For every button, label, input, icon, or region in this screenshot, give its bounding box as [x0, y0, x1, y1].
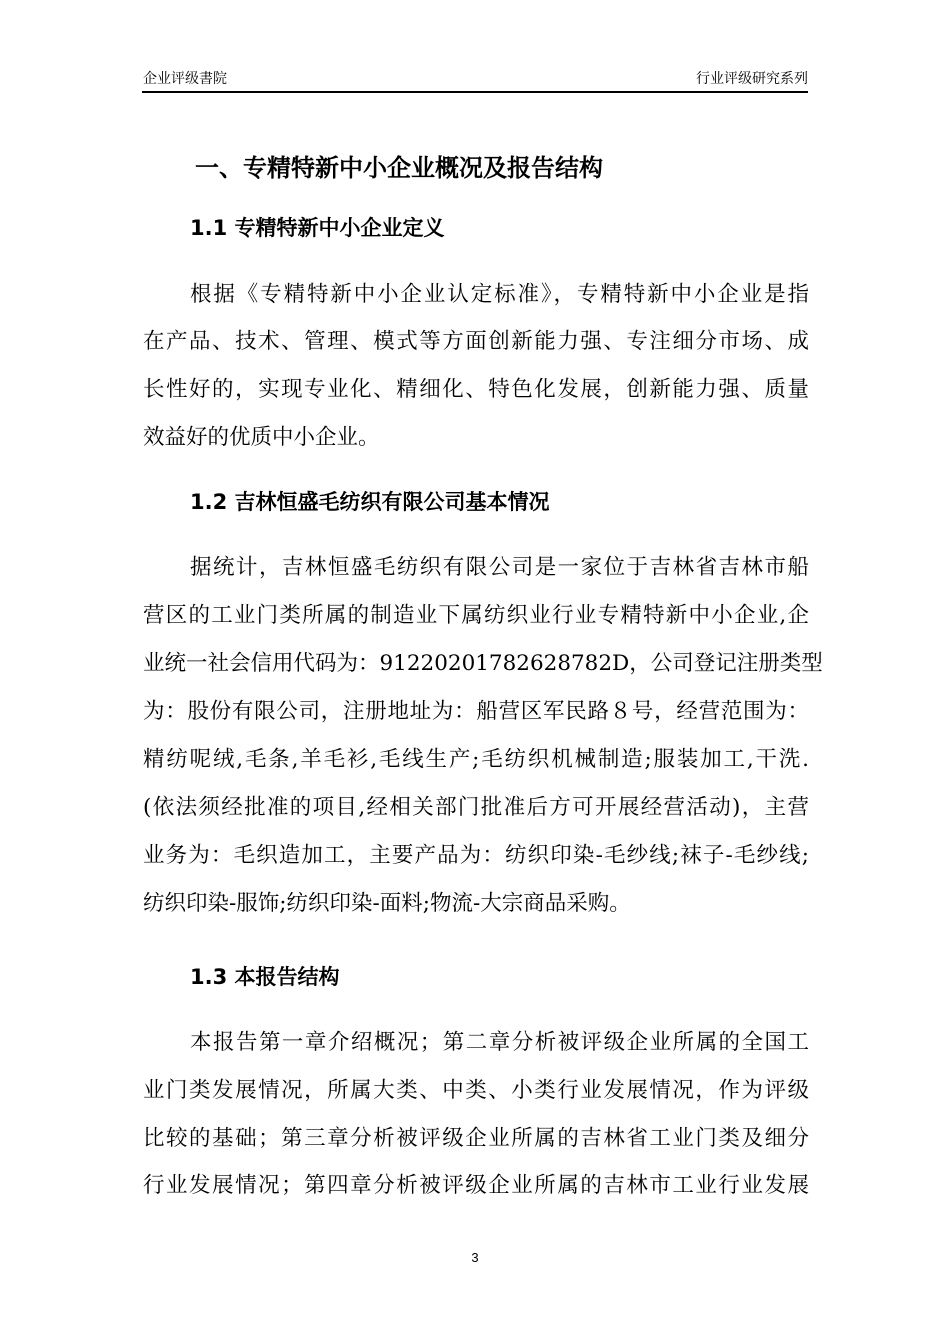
paragraph-line: 长性好的，实现专业化、精细化、特色化发展，创新能力强、质量 [143, 377, 809, 402]
paragraph-line: 据统计，吉林恒盛毛纺织有限公司是一家位于吉林省吉林市船 [190, 555, 809, 580]
paragraph-line: 本报告第一章介绍概况；第二章分析被评级企业所属的全国工 [190, 1030, 809, 1055]
header-left: 企业评级書院 [143, 71, 227, 87]
section-heading: 1.2 吉林恒盛毛纺织有限公司基本情况 [190, 490, 550, 514]
page-number: 3 [471, 1250, 479, 1265]
paragraph-line: 营区的工业门类所属的制造业下属纺织业行业专精特新中小企业,企 [143, 603, 809, 628]
section-heading: 1.3 本报告结构 [190, 965, 340, 989]
paragraph-line: 纺织印染-服饰;纺织印染-面料;物流-大宗商品采购。 [143, 891, 631, 916]
section-heading: 1.1 专精特新中小企业定义 [190, 216, 445, 240]
header-right: 行业评级研究系列 [696, 71, 808, 87]
paragraph-line: 根据《专精特新中小企业认定标准》，专精特新中小企业是指 [190, 282, 809, 307]
paragraph-line: 行业发展情况；第四章分析被评级企业所属的吉林市工业行业发展 [143, 1173, 809, 1198]
paragraph-line: 在产品、技术、管理、模式等方面创新能力强、专注细分市场、成 [143, 329, 809, 354]
chapter-title: 一、专精特新中小企业概况及报告结构 [195, 154, 603, 182]
paragraph-line: 为：股份有限公司，注册地址为：船营区军民路８号，经营范围为： [143, 699, 809, 724]
paragraph-line: 效益好的优质中小企业。 [143, 425, 380, 450]
paragraph-line: 业统一社会信用代码为：91220201782628782D，公司登记注册类型 [143, 651, 823, 676]
header-rule [142, 91, 808, 93]
paragraph-line: 业门类发展情况，所属大类、中类、小类行业发展情况，作为评级 [143, 1078, 809, 1103]
paragraph-line: 比较的基础；第三章分析被评级企业所属的吉林省工业门类及细分 [143, 1126, 809, 1151]
paragraph-line: 业务为：毛织造加工，主要产品为：纺织印染-毛纱线;袜子-毛纱线; [143, 843, 809, 868]
paragraph-line: (依法须经批准的项目,经相关部门批准后方可开展经营活动)，主营 [143, 795, 809, 820]
paragraph-line: 精纺呢绒,毛条,羊毛衫,毛线生产;毛纺织机械制造;服装加工,干洗. [143, 747, 809, 772]
